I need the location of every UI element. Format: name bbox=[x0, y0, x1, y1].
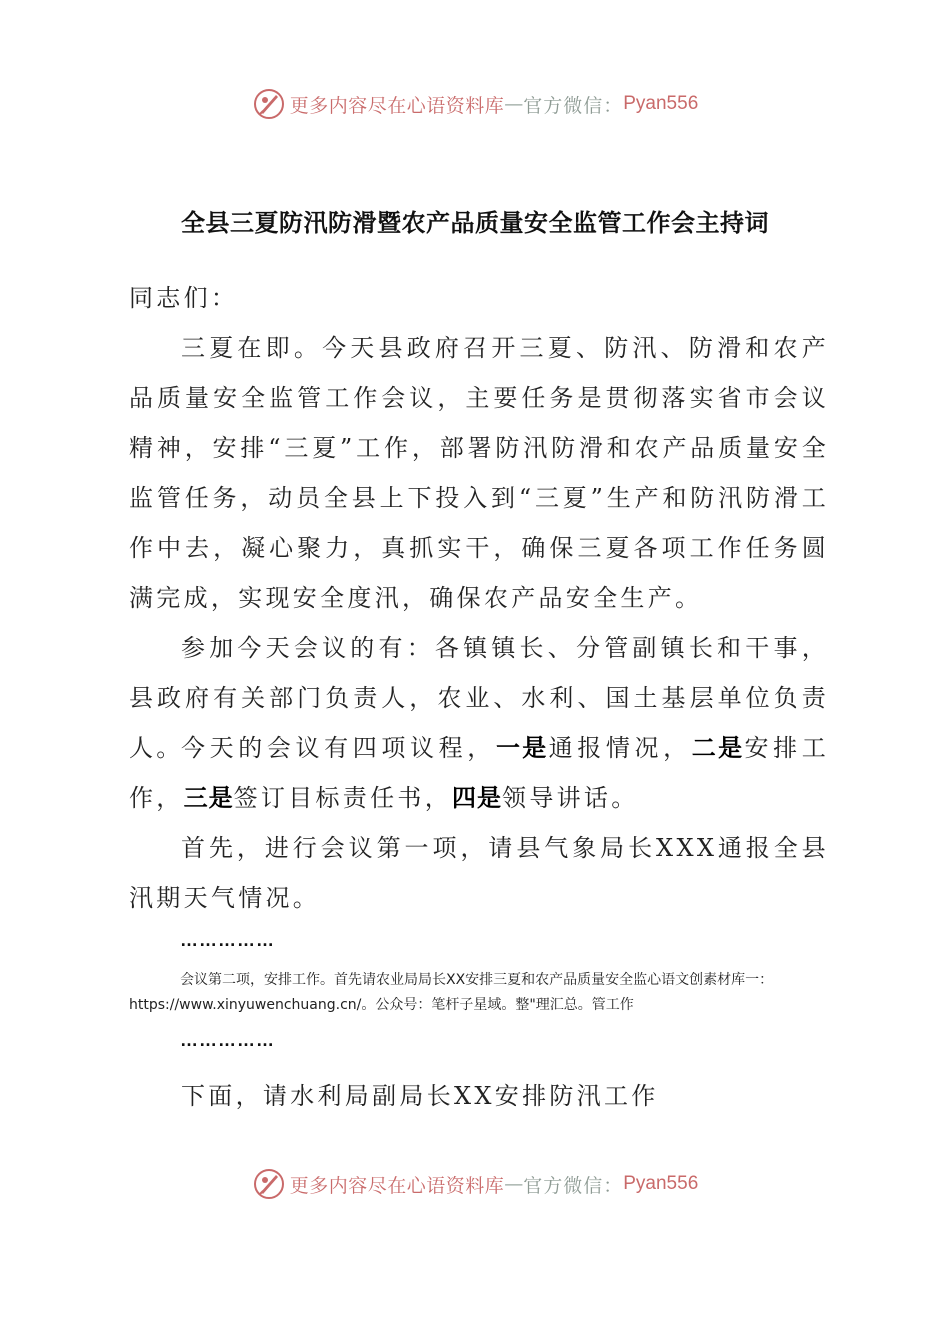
ellipsis-separator: …………… bbox=[180, 1030, 275, 1050]
watermark-header bbox=[0, 84, 950, 124]
agenda-item2-mark: 二是 bbox=[691, 734, 745, 762]
document-title: 全县三夏防汛防滑暨农产品质量安全监管工作会主持词 bbox=[181, 209, 769, 237]
watermark-separator: — bbox=[504, 93, 524, 115]
agenda-item3: 签订目标责任书， bbox=[233, 784, 453, 812]
agenda-item3-mark: 三是 bbox=[183, 784, 234, 812]
watermark-main-text: 更多内容尽在心语资料库 bbox=[289, 1174, 505, 1197]
agenda-item1: 通报情况， bbox=[548, 734, 692, 762]
quill-pen-logo-icon bbox=[252, 1167, 286, 1201]
quill-pen-logo-icon bbox=[252, 87, 286, 121]
paragraph-intro: 三夏在即。今天县政府召开三夏、防汛、防滑和农产品质量安全监管工作会议，主要任务是贯彻落实省市会议精神，安排“三夏”工作，部署防汛防滑和农产品质量安全监管任务，动员全县上下投入到“三夏”生产和防汛防滑工作中去，凝心聚力，真抓实干，确保三夏各项工作任务圆满完成，实现安全度汛，确保农产品安全生产。 bbox=[129, 334, 829, 612]
paragraph-agenda bbox=[129, 723, 829, 823]
agenda-item4-mark: 四是 bbox=[452, 784, 503, 812]
watermark-footer bbox=[0, 1164, 950, 1204]
watermark-main-text: 更多内容尽在心语资料库 bbox=[289, 94, 505, 117]
agenda-item2: 安排工作， bbox=[129, 734, 830, 812]
agenda-item1-mark: 一是 bbox=[495, 734, 549, 762]
watermark-wechat-id: Pyan556 bbox=[623, 1173, 699, 1194]
agenda-item4: 领导讲话。 bbox=[502, 784, 639, 812]
agenda-intro: 今天的会议有四项议程， bbox=[181, 734, 496, 762]
small-note-paragraph: 会议第二项，安排工作。首先请农业局局长XX安排三夏和农产品质量安全监心语文创素材库一：https://www.xinyuwenchuang.cn/。公众号：笔杆子星域。整"理汇总。管工作 bbox=[129, 972, 774, 1013]
watermark-separator: — bbox=[504, 1173, 524, 1195]
watermark-wechat-label: 官方微信： bbox=[523, 1174, 624, 1197]
watermark-wechat-label: 官方微信： bbox=[523, 94, 624, 117]
paragraph-attendees: 参加今天会议的有：各镇镇长、分管副镇长和干事，县政府有关部门负责人，农业、水利、国土基层单位负责人。 bbox=[129, 634, 829, 762]
watermark-wechat-id: Pyan556 bbox=[623, 93, 699, 114]
paragraph-first-item: 首先，进行会议第一项，请县气象局长XXX通报全县汛期天气情况。 bbox=[129, 834, 829, 912]
greeting: 同志们： bbox=[129, 284, 239, 312]
ellipsis-separator: …………… bbox=[180, 930, 275, 950]
paragraph-last: 下面，请水利局副局长XX安排防汛工作 bbox=[181, 1082, 659, 1110]
